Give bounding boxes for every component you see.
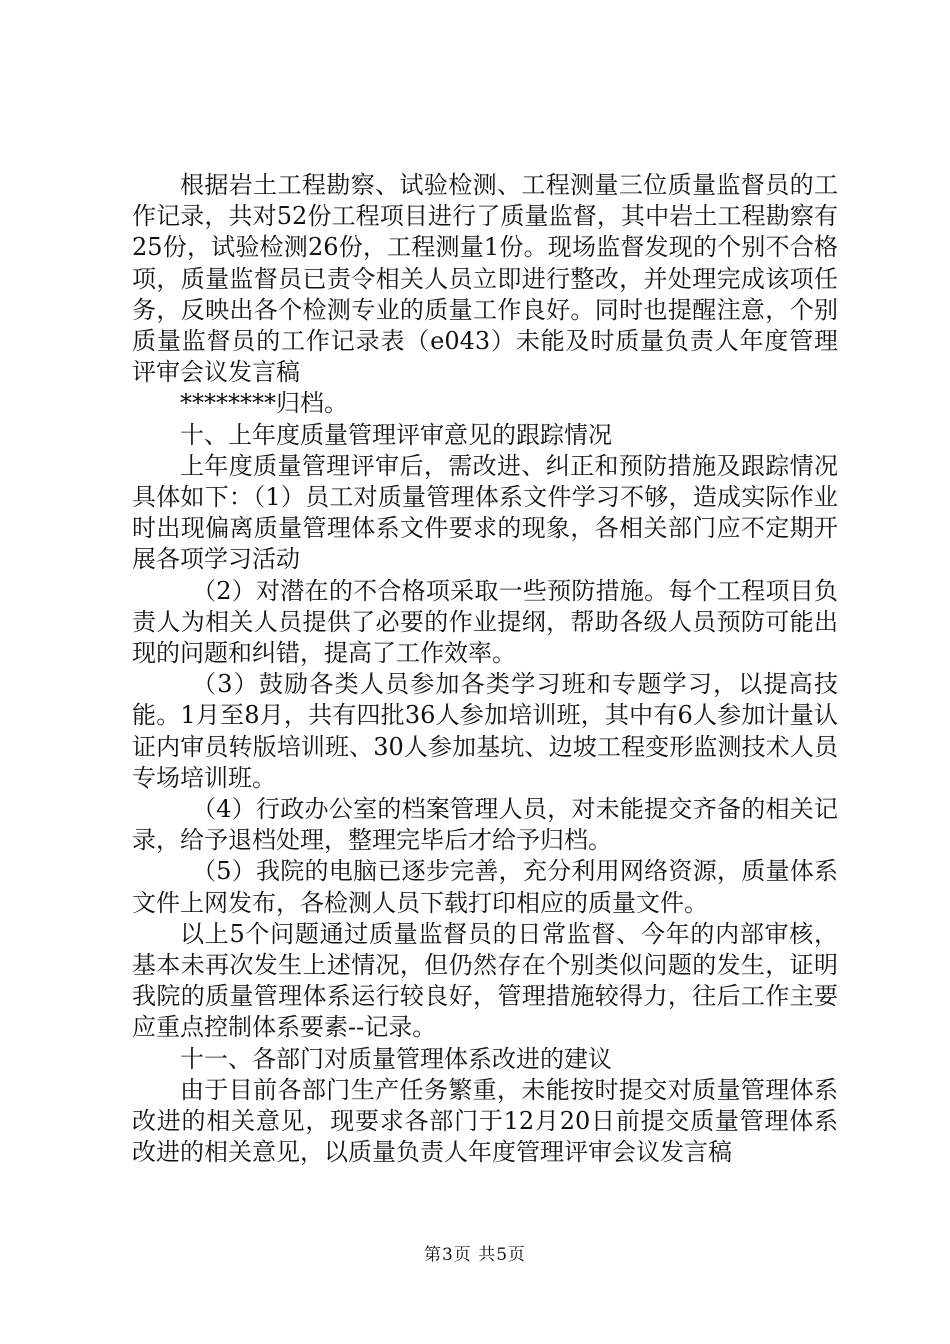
section-heading-ten: 十、上年度质量管理评审意见的跟踪情况 <box>180 420 612 449</box>
paragraph-department-suggestions: 由于目前各部门生产任务繁重，未能按时提交对质量管理体系改进的相关意见，现要求各部门于12月20日前提交质量管理体系改进的相关意见，以质量负责人年度管理评审会议发言稿 <box>132 1075 838 1167</box>
paragraph-summary: 以上5个问题通过质量监督员的日常监督、今年的内部审核，基本未再次发生上述情况，但仍然存在个别类似问题的发生，证明我院的质量管理体系运行较良好，管理措施较得力，往后工作主要应重点控制体系要素--记录。 <box>132 919 838 1042</box>
paragraph-supervision-records: 根据岩土工程勘察、试验检测、工程测量三位质量监督员的工作记录，共对52份工程项目进行了质量监督，其中岩土工程勘察有25份，试验检测26份，工程测量1份。现场监督发现的个别不合格项，质量监督员已责令相关人员立即进行整改，并处理完成该项任务，反映出各个检测专业的质量工作良好。同时也提醒注意，个别质量监督员的工作记录表（e043）未能及时质量负责人年度管理评审会议发言稿 <box>132 171 838 387</box>
paragraph-item-4: （4）行政办公室的档案管理人员，对未能提交齐备的相关记录，给予退档处理，整理完毕后才给予归档。 <box>132 795 838 855</box>
paragraph-review-followup: 上年度质量管理评审后，需改进、纠正和预防措施及跟踪情况具体如下：（1）员工对质量管理体系文件学习不够，造成实际作业时出现偏离质量管理体系文件要求的现象，各相关部门应不定期开展各项学习活动 <box>132 451 838 574</box>
document-body <box>132 170 838 1169</box>
section-heading-eleven: 十一、各部门对质量管理体系改进的建议 <box>180 1044 612 1073</box>
paragraph-item-2: （2）对潜在的不合格项采取一些预防措施。每个工程项目负责人为相关人员提供了必要的作业提纲，帮助各级人员预防可能出现的问题和纠错，提高了工作效率。 <box>132 576 838 668</box>
paragraph-archive-note: ********归档。 <box>180 389 348 418</box>
paragraph-item-5: （5）我院的电脑已逐步完善，充分利用网络资源，质量体系文件上网发布，各检测人员下载打印相应的质量文件。 <box>132 857 838 917</box>
paragraph-item-3: （3）鼓励各类人员参加各类学习班和专题学习，以提高技能。1月至8月，共有四批36人参加培训班，其中有6人参加计量认证内审员转版培训班、30人参加基坑、边坡工程变形监测技术人员专场培训班。 <box>132 670 838 792</box>
page-number-footer: 第3页 共5页 <box>423 1245 527 1265</box>
